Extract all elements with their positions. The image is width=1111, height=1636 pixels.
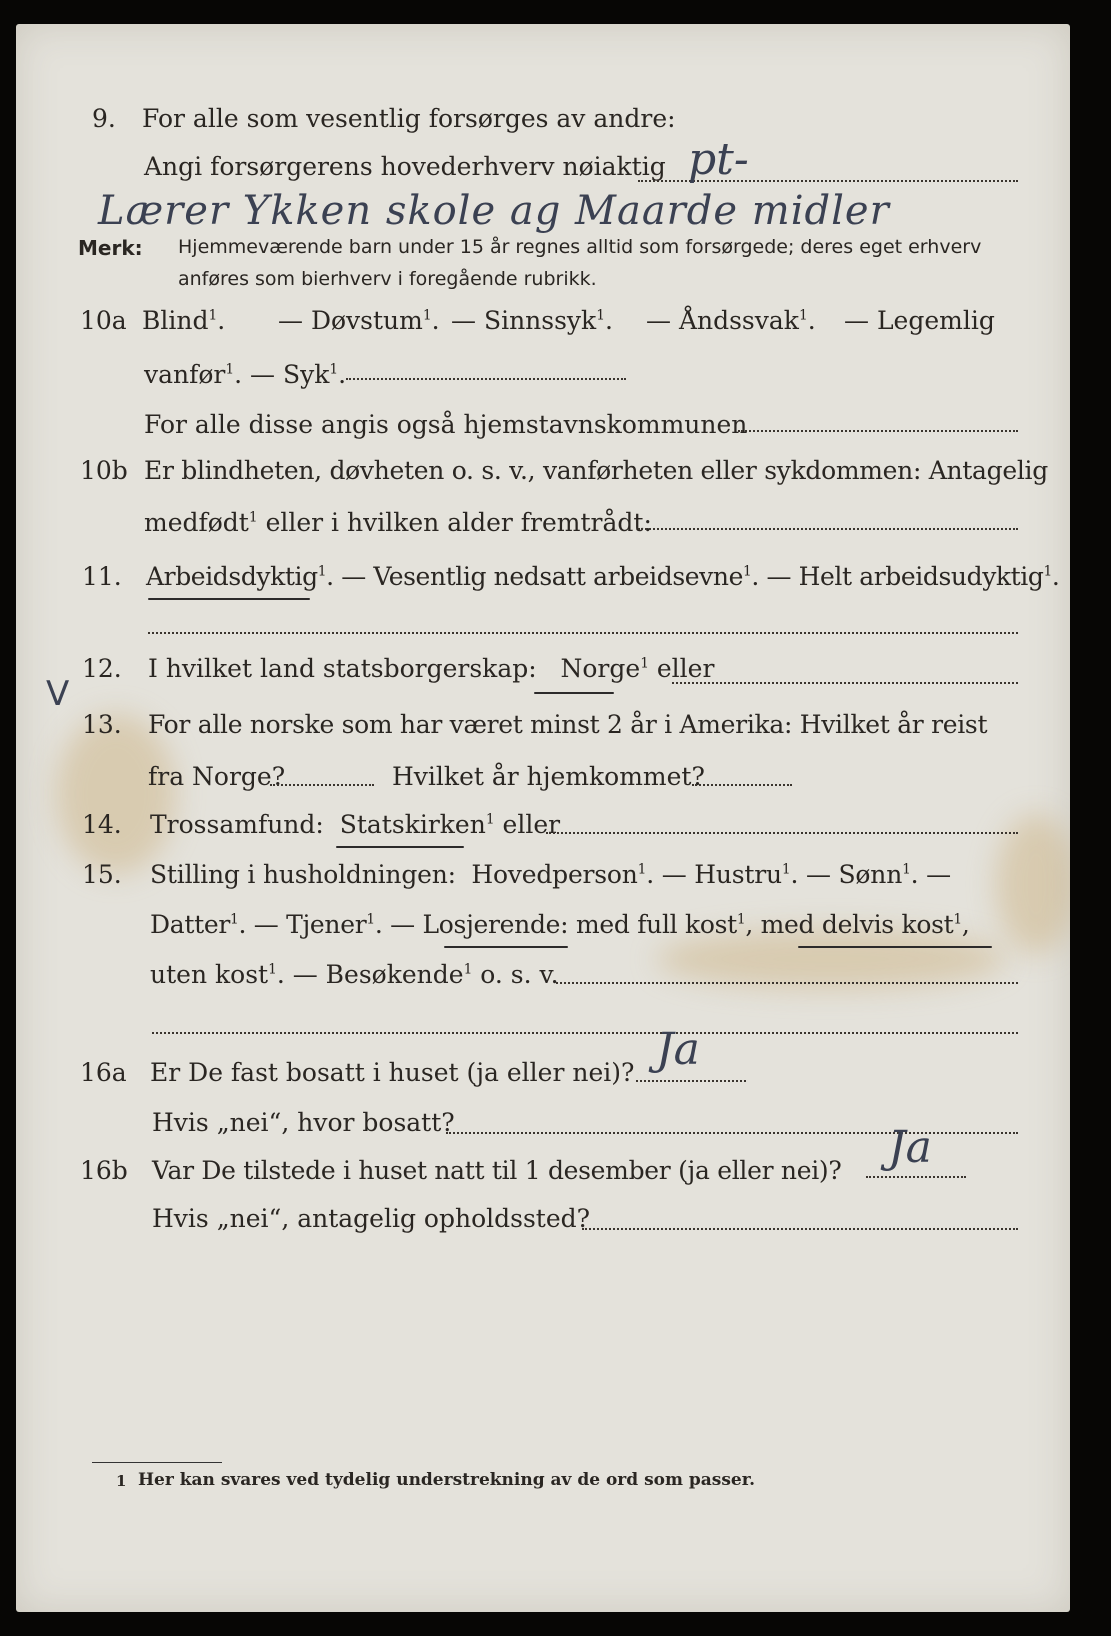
footnote-text: Her kan svares ved tydelig understrekning av de ord som passer. bbox=[138, 1470, 756, 1490]
q16b-line2: Hvis „nei“, antagelig opholdssted? bbox=[152, 1204, 591, 1233]
q10b-line1: Er blindheten, døvheten o. s. v., vanførheten eller sykdommen: Antagelig bbox=[144, 456, 1048, 485]
q16a-line2: Hvis „nei“, hvor bosatt? bbox=[152, 1108, 455, 1137]
q10a-vanfor: vanfør$^1$. — Syk$^1$. bbox=[144, 360, 347, 389]
q16b-number: 16b bbox=[80, 1156, 128, 1185]
q9-handwritten-answer: Lærer Ykken skole ag Maarde midler bbox=[98, 188, 890, 234]
q15-line1: Stilling i husholdningen: Hovedperson$^1$. — Hustru$^1$. — Sønn$^1$. — bbox=[150, 860, 951, 889]
q16b-answer-line bbox=[866, 1176, 966, 1178]
q10b-answer-line bbox=[638, 528, 1018, 530]
q11-answer-line bbox=[148, 632, 1018, 634]
q10a-hjemstavn-line bbox=[738, 430, 1018, 432]
q13-line2a: fra Norge? bbox=[148, 762, 286, 791]
q15-underline-losjerende bbox=[444, 946, 568, 948]
q14-answer-line bbox=[546, 832, 1018, 834]
merk-line1: Hjemmeværende barn under 15 år regnes alltid som forsørgede; deres eget erhverv bbox=[178, 236, 982, 258]
q13-number: 13. bbox=[82, 710, 122, 739]
q15-underline-delvis-kost bbox=[798, 946, 992, 948]
q10a-syk-line bbox=[346, 378, 626, 380]
q12-answer-line bbox=[672, 682, 1018, 684]
q14-text: Trossamfund: Statskirken$^1$ eller bbox=[150, 810, 561, 839]
q13-line1: For alle norske som har været minst 2 år i Amerika: Hvilket år reist bbox=[148, 710, 988, 739]
q13-line2b: Hvilket år hjemkommet? bbox=[392, 762, 705, 791]
q10a-number: 10a bbox=[80, 306, 127, 335]
q16b-opholdssted-line bbox=[582, 1228, 1018, 1230]
q11-number: 11. bbox=[82, 562, 122, 591]
q14-underline-statskirken bbox=[336, 846, 464, 848]
q16b-line1: Var De tilstede i huset natt til 1 desember (ja eller nei)? bbox=[152, 1156, 842, 1185]
q10a-blind: Blind$^1$. bbox=[142, 306, 226, 335]
q11-underline-arbeidsdyktig bbox=[148, 598, 310, 600]
q16a-bosatt-line bbox=[446, 1132, 1018, 1134]
census-form-page bbox=[16, 24, 1070, 1612]
q13-hjemkommet-line bbox=[692, 784, 792, 786]
check-mark: V bbox=[46, 674, 70, 714]
footnote-mark: 1 bbox=[116, 1472, 127, 1490]
q12-number: 12. bbox=[82, 654, 122, 683]
q11-text: Arbeidsdyktig$^1$. — Vesentlig nedsatt arbeidsevne$^1$. — Helt arbeidsudyktig$^1$. bbox=[146, 562, 1060, 591]
q15-number: 15. bbox=[82, 860, 122, 889]
q10a-hjemstavn: For alle disse angis også hjemstavnskommunen bbox=[144, 410, 748, 439]
q9-number: 9. bbox=[92, 104, 116, 133]
q10b-line2: medfødt$^1$ eller i hvilken alder fremtrådt: bbox=[144, 508, 652, 537]
q15-extra-line bbox=[152, 1032, 1018, 1034]
footnote-rule bbox=[92, 1462, 222, 1463]
q12-underline-norge bbox=[534, 692, 614, 694]
q16b-handwritten-answer: Ja bbox=[888, 1122, 932, 1173]
q16a-number: 16a bbox=[80, 1058, 127, 1087]
q16a-answer-line bbox=[636, 1080, 746, 1082]
q15-answer-line bbox=[556, 982, 1018, 984]
q16a-line1: Er De fast bosatt i huset (ja eller nei)? bbox=[150, 1058, 635, 1087]
q15-line2: Datter$^1$. — Tjener$^1$. — Losjerende: med full kost$^1$, med delvis kost$^1$, bbox=[150, 910, 970, 939]
q14-number: 14. bbox=[82, 810, 122, 839]
q10a-legemlig: — Legemlig bbox=[844, 306, 995, 335]
q9-prompt: Angi forsørgerens hovederhverv nøiaktig bbox=[144, 152, 666, 181]
q10a-sinnssyk: — Sinnssyk$^1$. bbox=[451, 306, 613, 335]
q10a-andssvak: — Åndssvak$^1$. bbox=[646, 306, 816, 335]
q9-handwritten-short: pt- bbox=[688, 134, 749, 185]
q10a-dovstum: — Døvstum$^1$. bbox=[278, 306, 440, 335]
q10b-number: 10b bbox=[80, 456, 128, 485]
paper-stain bbox=[996, 814, 1070, 954]
merk-line2: anføres som bierhverv i foregående rubrikk. bbox=[178, 268, 597, 290]
q13-reist-line bbox=[270, 784, 374, 786]
q15-line3: uten kost$^1$. — Besøkende$^1$ o. s. v. bbox=[150, 960, 559, 989]
q9-text: For alle som vesentlig forsørges av andre: bbox=[142, 104, 676, 133]
q12-text: I hvilket land statsborgerskap: Norge$^1$ eller bbox=[148, 654, 715, 683]
merk-label: Merk: bbox=[78, 236, 143, 260]
q16a-handwritten-answer: Ja bbox=[656, 1024, 700, 1075]
